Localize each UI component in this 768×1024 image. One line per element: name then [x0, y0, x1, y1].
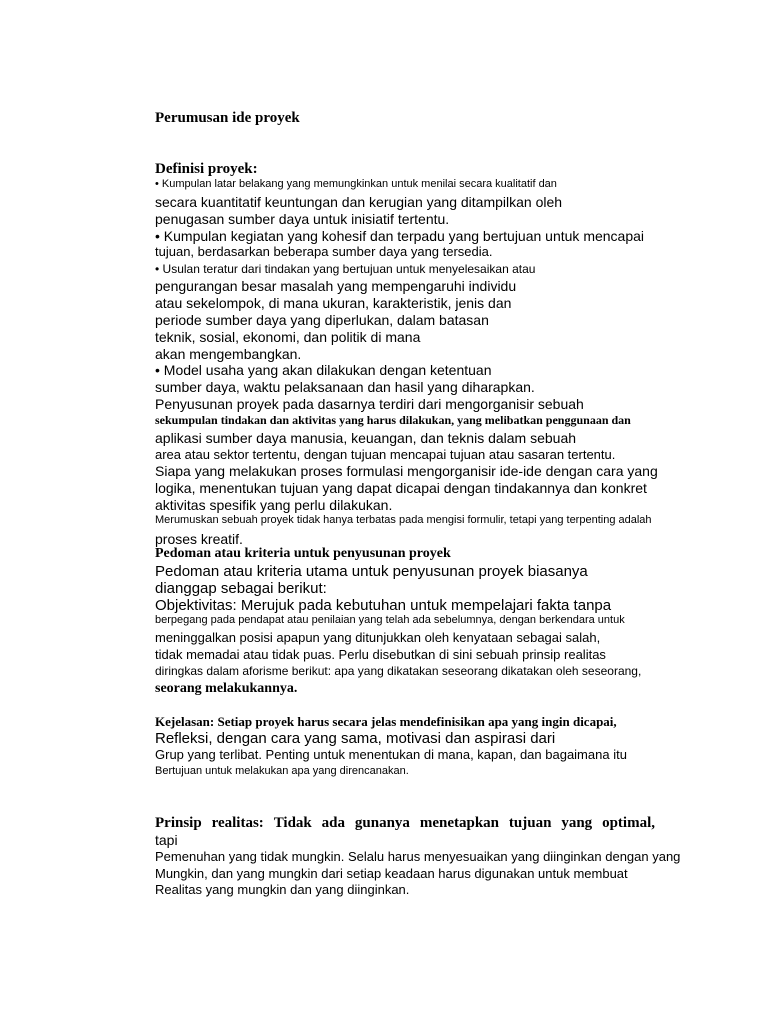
- definisi-line: • Model usaha yang akan dilakukan dengan ketentuan: [155, 362, 492, 378]
- definisi-line: akan mengembangkan.: [155, 346, 302, 362]
- prinsip-word: tujuan: [508, 815, 552, 831]
- definisi-line: secara kuantitatif keuntungan dan kerugian yang ditampilkan oleh: [155, 194, 563, 210]
- prinsip-word: menetapkan: [419, 815, 500, 831]
- definisi-line: Merumuskan sebuah proyek tidak hanya terbatas pada mengisi formulir, tetapi yang terpenting adalah: [155, 514, 652, 526]
- definisi-line: logika, menentukan tujuan yang dapat dicapai dengan tindakannya dan konkret: [155, 480, 647, 496]
- definisi-line: Siapa yang melakukan proses formulasi mengorganisir ide-ide dengan cara yang: [155, 463, 658, 479]
- kejelasan-line: Bertujuan untuk melakukan apa yang direncanakan.: [155, 765, 409, 777]
- definisi-line: • Usulan teratur dari tindakan yang bertujuan untuk menyelesaikan atau: [155, 262, 536, 276]
- pedoman-line: meninggalkan posisi apapun yang ditunjukkan oleh kenyataan sebagai salah,: [155, 630, 601, 645]
- definisi-line: pengurangan besar masalah yang mempengaruhi individu: [155, 278, 517, 294]
- pedoman-line: diringkas dalam aforisme berikut: apa yang dikatakan seseorang dikatakan oleh seseorang,: [155, 664, 642, 678]
- pedoman-line: berpegang pada pendapat atau penilaian yang telah ada sebelumnya, dengan berkendara untuk: [155, 614, 625, 626]
- prinsip-word: yang: [561, 815, 593, 831]
- pedoman-line: Pedoman atau kriteria utama untuk penyusunan proyek biasanya: [155, 563, 588, 580]
- definisi-line: penugasan sumber daya untuk inisiatif tertentu.: [155, 211, 450, 227]
- definisi-line: • Kumpulan kegiatan yang kohesif dan terpadu yang bertujuan untuk mencapai: [155, 228, 645, 244]
- prinsip-word: optimal,: [602, 815, 655, 831]
- prinsip-word: Prinsip: [155, 815, 202, 831]
- prinsip-line: Pemenuhan yang tidak mungkin. Selalu harus menyesuaikan yang diinginkan dengan yang: [155, 849, 681, 864]
- definisi-line: proses kreatif.: [155, 531, 243, 547]
- pedoman-heading: Pedoman atau kriteria untuk penyusunan proyek: [155, 546, 451, 561]
- main-heading: Perumusan ide proyek: [155, 110, 300, 126]
- definisi-line: Penyusunan proyek pada dasarnya terdiri dari mengorganisir sebuah: [155, 396, 584, 412]
- pedoman-line: Objektivitas: Merujuk pada kebutuhan untuk mempelajari fakta tanpa: [155, 597, 612, 614]
- prinsip-line: tapi: [155, 832, 178, 848]
- definisi-line: sumber daya, waktu pelaksanaan dan hasil yang diharapkan.: [155, 379, 535, 395]
- pedoman-line: seorang melakukannya.: [155, 681, 298, 696]
- kejelasan-line: Refleksi, dengan cara yang sama, motivasi dan aspirasi dari: [155, 730, 556, 747]
- definisi-line: area atau sektor tertentu, dengan tujuan mencapai tujuan atau sasaran tertentu.: [155, 447, 616, 462]
- pedoman-line: tidak memadai atau tidak puas. Perlu disebutkan di sini sebuah prinsip realitas: [155, 647, 606, 662]
- prinsip-word: Tidak: [273, 815, 312, 831]
- prinsip-line: Realitas yang mungkin dan yang diinginkan.: [155, 882, 410, 897]
- kejelasan-line: Grup yang terlibat. Penting untuk menentukan di mana, kapan, dan bagaimana itu: [155, 747, 627, 762]
- definisi-heading: Definisi proyek:: [155, 161, 258, 177]
- definisi-line: tujuan, berdasarkan beberapa sumber daya yang tersedia.: [155, 244, 493, 259]
- kejelasan-heading: Kejelasan: Setiap proyek harus secara jelas mendefinisikan apa yang ingin dicapai,: [155, 714, 617, 729]
- definisi-line: teknik, sosial, ekonomi, dan politik di mana: [155, 329, 421, 345]
- prinsip-word: ada: [321, 815, 346, 831]
- prinsip-word: realitas:: [211, 815, 264, 831]
- definisi-line: aplikasi sumber daya manusia, keuangan, dan teknis dalam sebuah: [155, 430, 577, 446]
- definisi-line: periode sumber daya yang diperlukan, dalam batasan: [155, 312, 489, 328]
- definisi-line: aktivitas spesifik yang perlu dilakukan.: [155, 497, 393, 513]
- definisi-line: • Kumpulan latar belakang yang memungkinkan untuk menilai secara kualitatif dan: [155, 178, 557, 190]
- pedoman-line: dianggap sebagai berikut:: [155, 580, 327, 597]
- definisi-line: atau sekelompok, di mana ukuran, karakteristik, jenis dan: [155, 295, 512, 311]
- prinsip-word: gunanya: [354, 815, 410, 831]
- prinsip-heading: [155, 815, 655, 832]
- definisi-line: sekumpulan tindakan dan aktivitas yang harus dilakukan, yang melibatkan penggunaan dan: [155, 413, 631, 427]
- prinsip-line: Mungkin, dan yang mungkin dari setiap keadaan harus digunakan untuk membuat: [155, 866, 628, 881]
